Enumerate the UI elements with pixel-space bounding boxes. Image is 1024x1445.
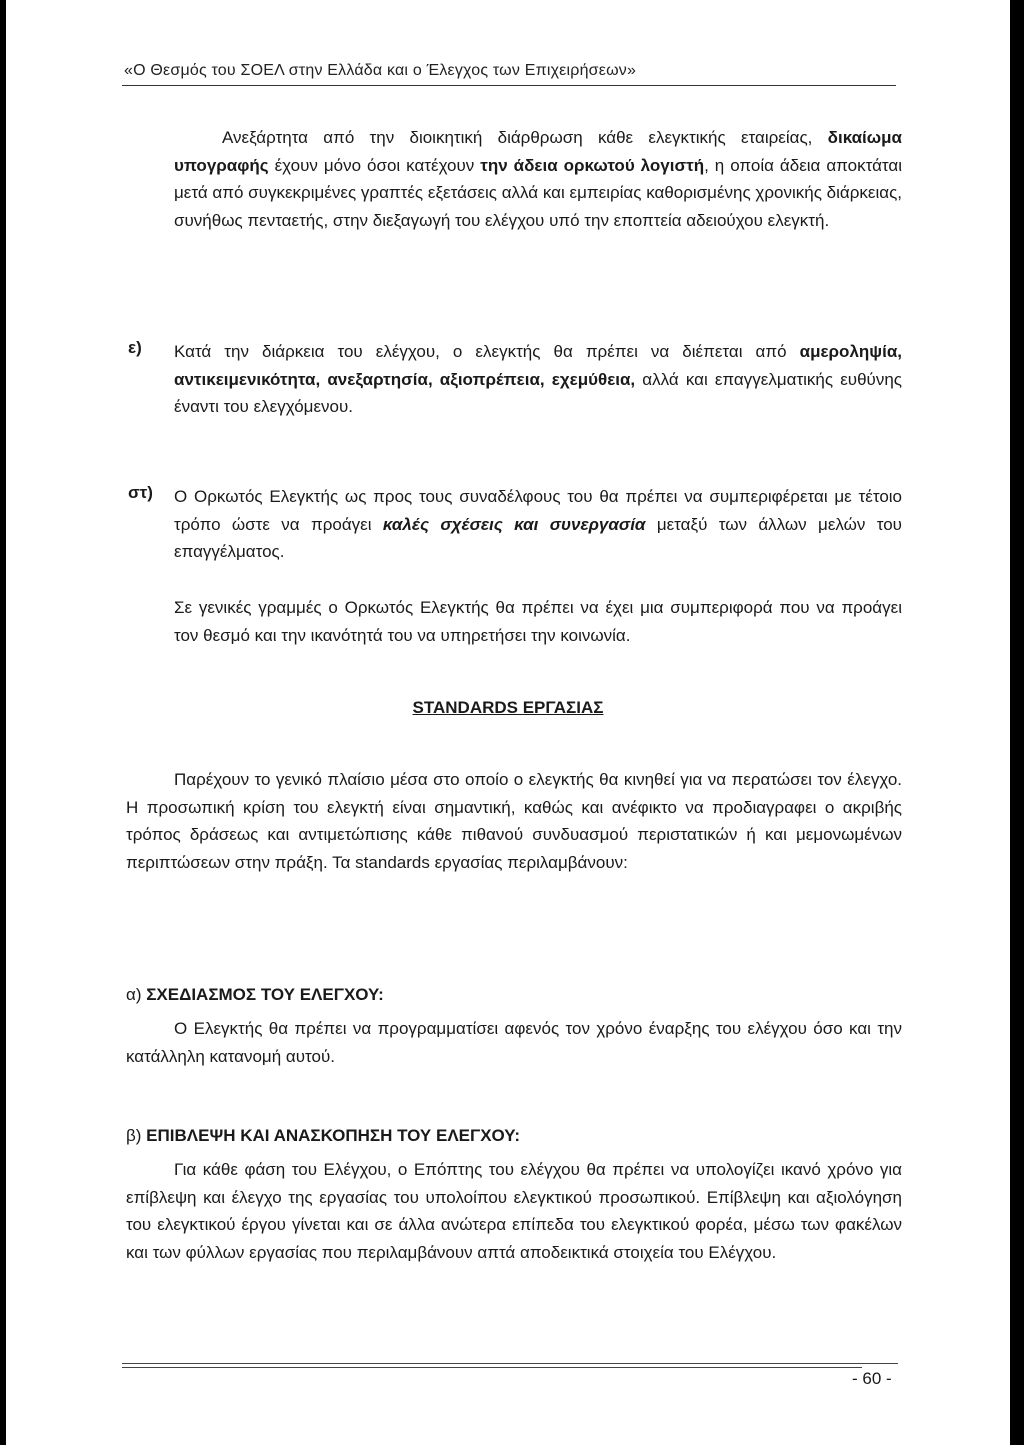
header-rule — [122, 85, 896, 86]
item-st-text: Ο Ορκωτός Ελεγκτής ως προς τους συναδέλφους του θα πρέπει να συμπεριφέρεται με τέτοιο τρόπο ώστε να προάγει καλές σχέσεις και συνεργασία μεταξύ των άλλων μελών του επαγγέλματος. — [174, 487, 902, 561]
item-e-text: Κατά την διάρκεια του ελέγχου, ο ελεγκτής θα πρέπει να διέπεται από αμεροληψία, αντικειμενικότητα, ανεξαρτησία, αξιοπρέπεια, εχεμύθεια, αλλά και επαγγελματικής ευθύνης έναντι του ελεγχόμενου. — [174, 342, 902, 416]
standards-paragraph: Παρέχουν το γενικό πλαίσιο μέσα στο οποίο ο ελεγκτής θα κινηθεί για να περατώσει τον έλεγχο. Η προσωπική κρίση του ελεγκτή είναι σημαντική, καθώς και ανέφικτο να προδιαγραφει ο ακριβής τρόπος δράσεως και αντιμετώπισης κάθε πιθανού συνδυασμού περιστατικών ή και μεμονωμένων περιπτώσεων στην πράξη. Τα standards εργασίας περιλαμβάνουν: — [126, 770, 902, 872]
section-title: STANDARDS ΕΡΓΑΣΙΑΣ — [412, 698, 604, 717]
footer-rule-secondary — [122, 1367, 862, 1368]
page-number: - 60 - — [852, 1369, 892, 1388]
sub-b-text: Για κάθε φάση του Ελέγχου, ο Επόπτης του ελέγχου θα πρέπει να υπολογίζει ικανό χρόνο για επίβλεψη και έλεγχο της εργασίας του υπολοίπου ελεγκτικού προσωπικού. Επίβλεψη και αξιολόγηση του ελεγκτικού έργου γίνεται και σε άλλα ανώτερα επίπεδα του ελεγκτικού φορέα, μέσω των φακέλων και των φύλλων εργασίας που περιλαμβάνουν απτά αποδεικτικά στοιχεία του Ελέγχου. — [126, 1160, 902, 1262]
running-header: «Ο Θεσμός του ΣΟΕΛ στην Ελλάδα και ο Έλεγχος των Επιχειρήσεων» — [124, 62, 637, 79]
paragraph-signature-right: Ανεξάρτητα από την διοικητική διάρθρωση κάθε ελεγκτικής εταιρείας, δικαίωμα υπογραφής έχουν μόνο όσοι κατέχουν την άδεια ορκωτού λογιστή, η οποία άδεια αποκτάται μετά από συγκεκριμένες γραπτές εξετάσεις αλλά και εμπειρίας καθορισμένης χρονικής διάρκειας, συνήθως πενταετής, στην διεξαγωγή του ελέγχου υπό την εποπτεία αδειούχου ελεγκτή. — [174, 128, 903, 230]
document-page — [6, 0, 1010, 1445]
item-e-marker: ε) — [128, 338, 142, 357]
item-st-general: Σε γενικές γραμμές ο Ορκωτός Ελεγκτής θα πρέπει να έχει μια συμπεριφορά που να προάγει τον θεσμό και την ικανότητά του να υπηρετήσει την κοινωνία. — [174, 598, 902, 645]
item-st-marker: στ) — [128, 483, 153, 502]
sub-a-text: Ο Ελεγκτής θα πρέπει να προγραμματίσει αφενός τον χρόνο έναρξης του ελέγχου όσο και την κατάλληλη κατανομή αυτού. — [126, 1019, 902, 1066]
sub-b-heading: β) ΕΠΙΒΛΕΨΗ ΚΑΙ ΑΝΑΣΚΟΠΗΣΗ ΤΟΥ ΕΛΕΓΧΟΥ: — [126, 1126, 521, 1145]
footer-rule — [122, 1363, 898, 1364]
sub-a-heading: α) ΣΧΕΔΙΑΣΜΟΣ ΤΟΥ ΕΛΕΓΧΟΥ: — [126, 985, 384, 1004]
